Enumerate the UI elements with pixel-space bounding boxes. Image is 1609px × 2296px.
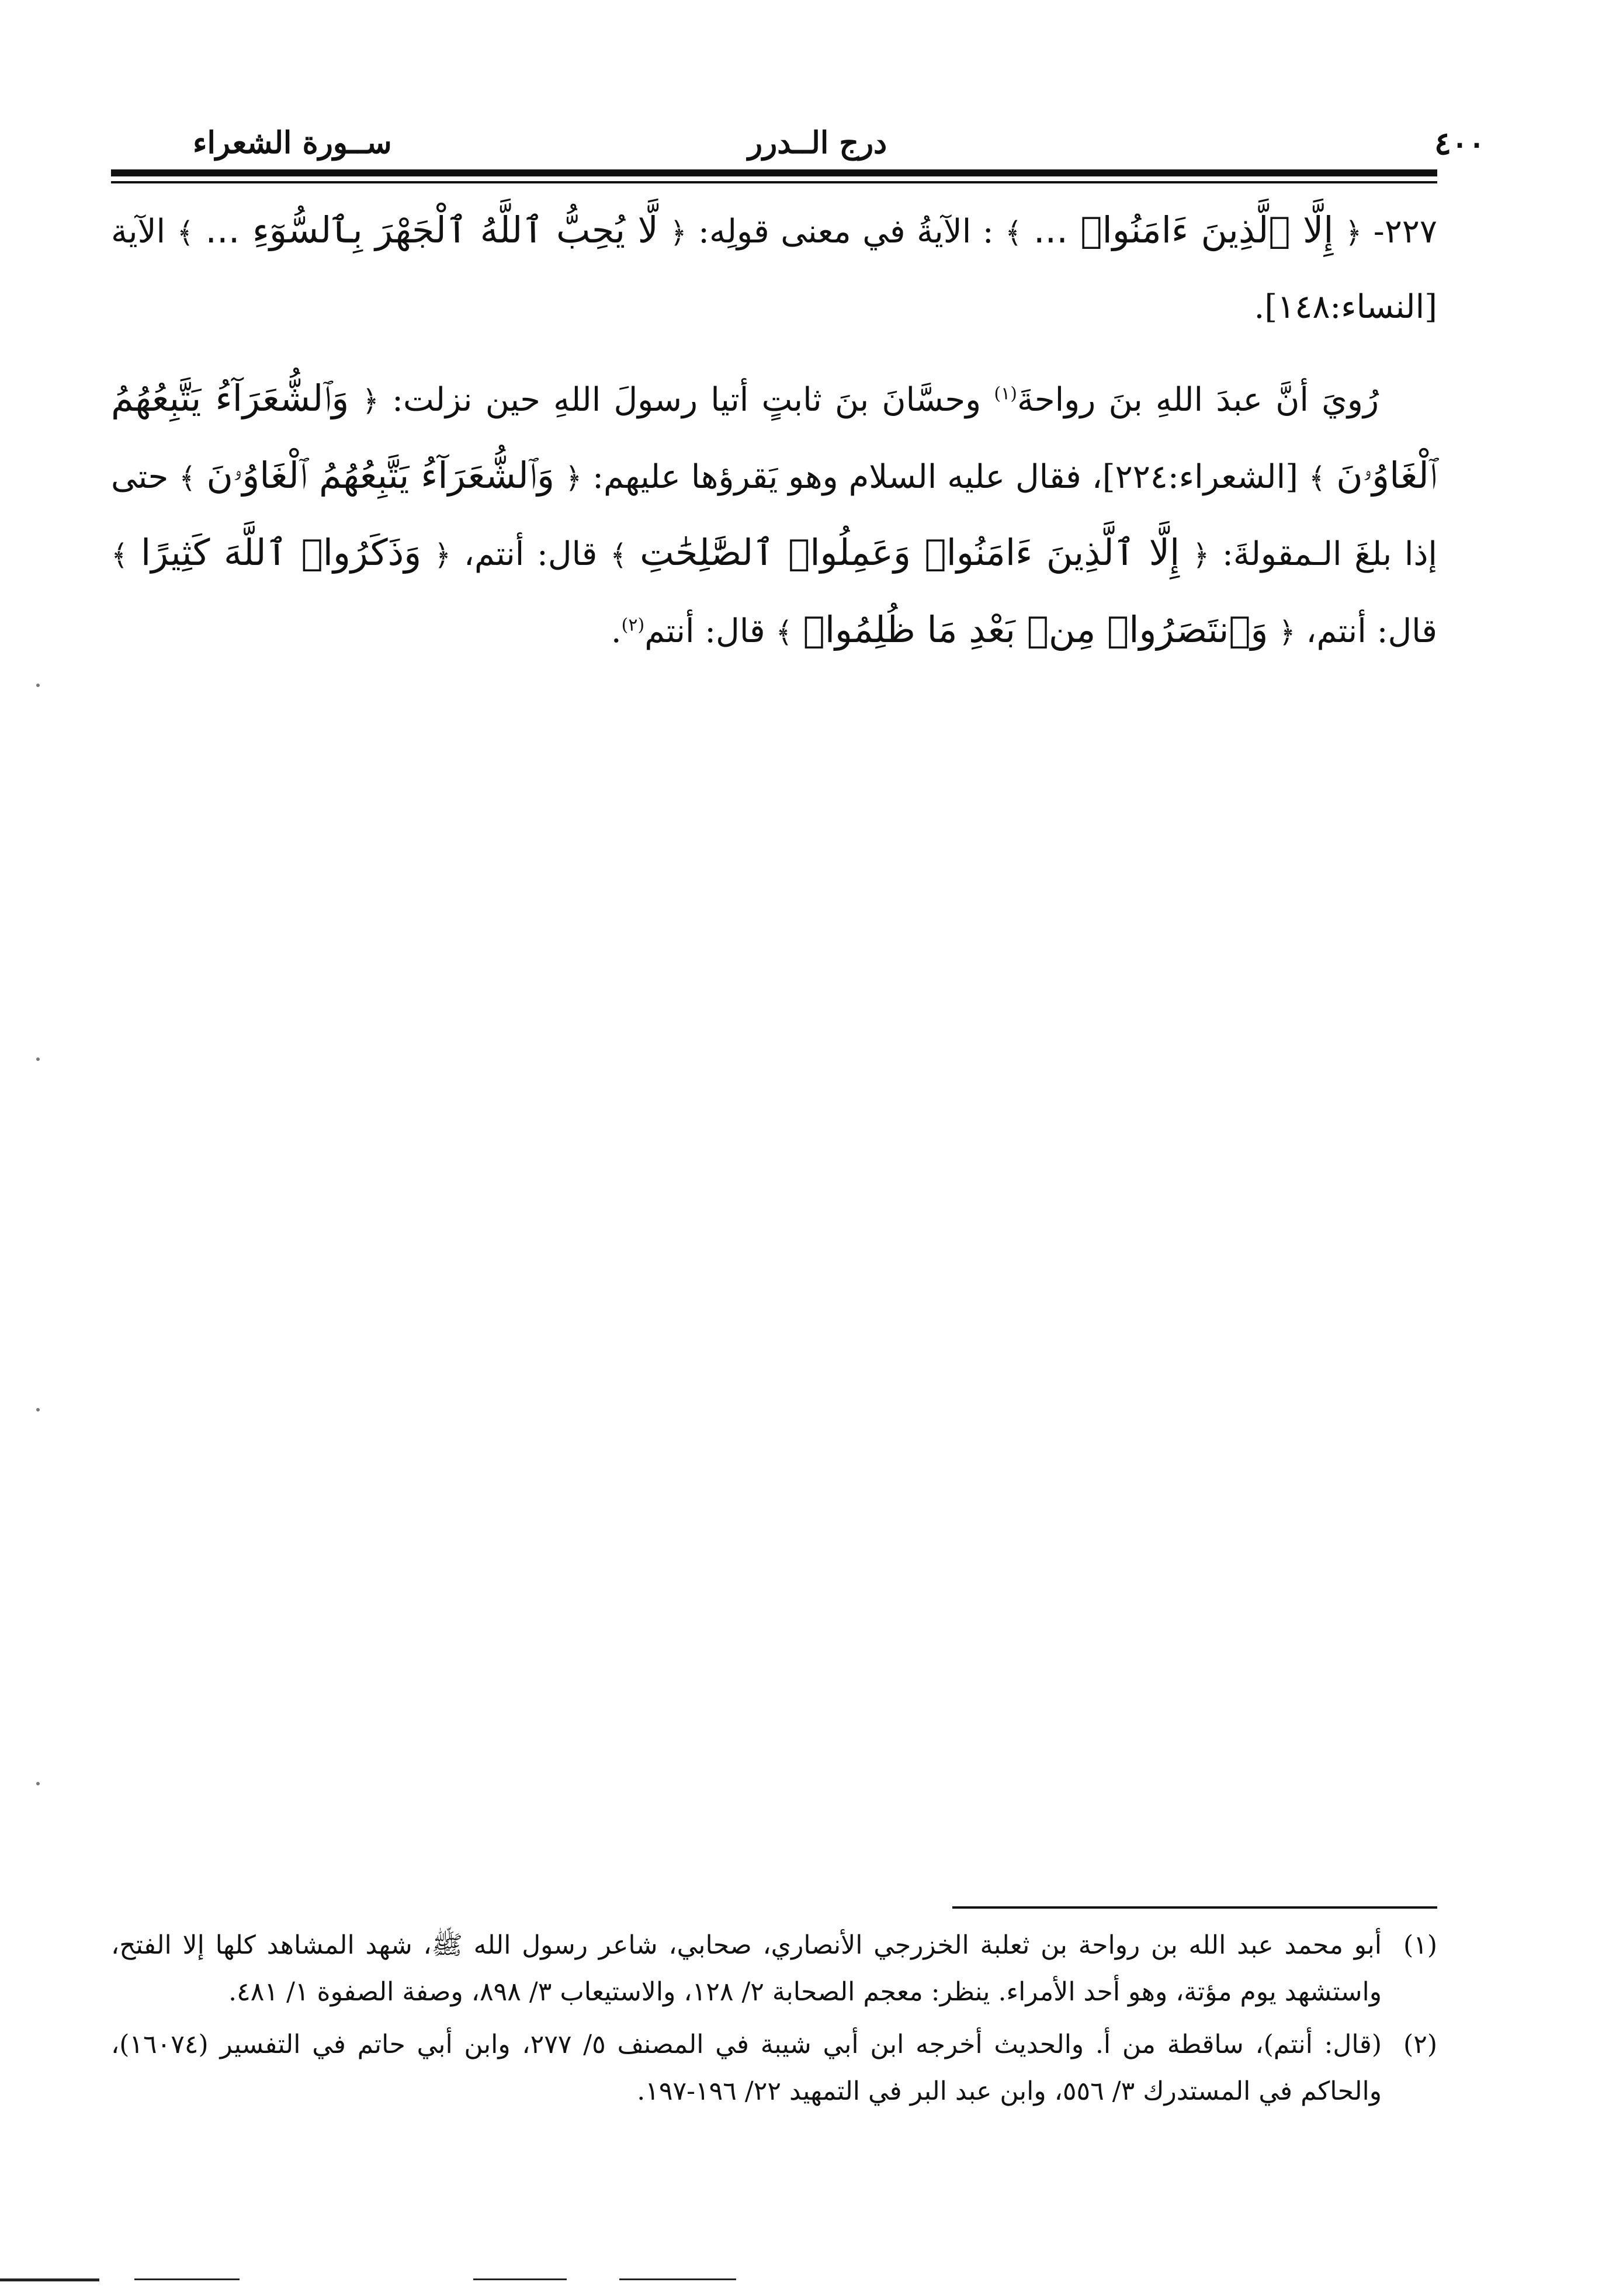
page-number: ٤٠٠ [1434,124,1486,162]
quran-quote: وَٱنتَصَرُوا۟ مِنۢ بَعْدِ مَا ظُلِمُوا۟ [803,608,1268,651]
surah-title: ســورة الشعراء [193,125,392,161]
commentary-text: الآية [النساء:١٤٨]. [111,213,1437,326]
paragraph-narration [111,361,1437,670]
quran-close-brace: ﴾ [1005,216,1022,249]
scan-edge-mark [134,2278,240,2280]
quran-open-brace: ﴿ [362,384,379,418]
quran-quote: وَٱلشُّعَرَآءُ يَتَّبِعُهُمُ ٱلْغَاوُۥنَ [206,454,555,497]
quran-open-brace: ﴿ [670,216,687,249]
main-text [111,193,1437,670]
quran-close-brace: ﴾ [176,216,194,249]
quran-close-brace: ﴾ [111,538,129,572]
quran-close-brace: ﴾ [775,615,793,649]
commentary-text: قال: أنتم، [463,535,598,573]
scan-edge-mark [0,2278,99,2281]
quran-close-brace: ﴾ [179,461,196,495]
scan-margin-dot [36,684,40,687]
scan-margin-dot [36,1408,40,1411]
quran-quote: لَّا يُحِبُّ ٱللَّهُ ٱلْجَهْرَ بِٱلسُّوٓءِ ... [205,209,658,251]
commentary-text: [الشعراء:٢٢٤]، فقال عليه السلام وهو يَقرؤها عليهم: [592,458,1298,496]
scan-margin-dot [36,1782,40,1785]
header-rule-thin [111,181,1437,183]
commentary-text: رُويَ أنَّ عبدَ اللهِ بنَ رواحةَ [1017,381,1379,419]
footnote-2 [111,2021,1437,2115]
quran-open-brace: ﴿ [1278,615,1296,649]
commentary-text: قال: أنتم، [1306,612,1437,650]
footnote-separator [952,1906,1437,1909]
footnote-ref-1[interactable]: (١) [994,383,1017,404]
scan-edge-mark [473,2278,567,2280]
footnote-1 [111,1922,1437,2016]
footnotes [111,1922,1437,2121]
book-title: درج الــدرر [748,125,887,161]
paragraph-verse-227 [111,193,1437,345]
commentary-text: : الآيةُ في معنى قولِه: [698,213,994,251]
quran-close-brace: ﴾ [610,538,627,572]
footnote-number: (١) [1403,1930,1437,1960]
header-rule-thick [111,169,1437,176]
quran-open-brace: ﴿ [564,461,582,495]
end-period: . [611,612,622,650]
footnote-number: (٢) [1403,2030,1437,2059]
quran-open-brace: ﴿ [1345,216,1362,249]
quran-quote: وَٱلشُّعَرَآءُ يَتَّبِعُهُمُ ٱلْغَاوُۥنَ [111,377,1437,497]
quran-open-brace: ﴿ [1192,538,1210,572]
quran-close-brace: ﴾ [1308,461,1326,495]
commentary-text: قال: أنتم [644,612,765,650]
commentary-text: حتى إذا بلغَ الـمقولةَ: [111,458,1437,573]
page-header [111,117,1486,169]
verse-number: ٢٢٧- [1373,213,1437,251]
footnote-ref-2[interactable]: (٢) [621,615,645,636]
scan-margin-dot [36,1057,40,1061]
quran-quote: إِلَّا ٱلَّذِينَ ءَامَنُوا۟ ... [1033,209,1334,251]
footnote-text: أبو محمد عبد الله بن رواحة بن ثعلبة الخزرجي الأنصاري، صحابي، شاعر رسول الله ﷺ، شهد المشاهد كلها إلا الفتح، واستشهد يوم مؤتة، وهو أحد الأمراء. ينظر: معجم الصحابة ٢/ ١٢٨، والاستيعاب ٣/ ٨٩٨، وصفة الصفوة ١/ ٤٨١. [111,1930,1382,2007]
commentary-text: وحسَّانَ بنَ ثابتٍ أتيا رسولَ اللهِ حين نزلت: [392,381,982,419]
quran-open-brace: ﴿ [434,538,452,572]
footnote-text: (قال: أنتم)، ساقطة من أ. والحديث أخرجه ابن أبي شيبة في المصنف ٥/ ٢٧٧، وابن أبي حاتم في التفسير (١٦٠٧٤)، والحاكم في المستدرك ٣/ ٥٥٦، وابن عبد البر في التمهيد ٢٢/ ١٩٦-١٩٧. [111,2030,1382,2106]
scan-edge-mark [619,2278,736,2280]
quran-quote: إِلَّا ٱلَّذِينَ ءَامَنُوا۟ وَعَمِلُوا۟ ٱلصَّٰلِحَٰتِ [640,531,1180,574]
quran-quote: وَذَكَرُوا۟ ٱللَّهَ كَثِيرًا [141,531,422,574]
